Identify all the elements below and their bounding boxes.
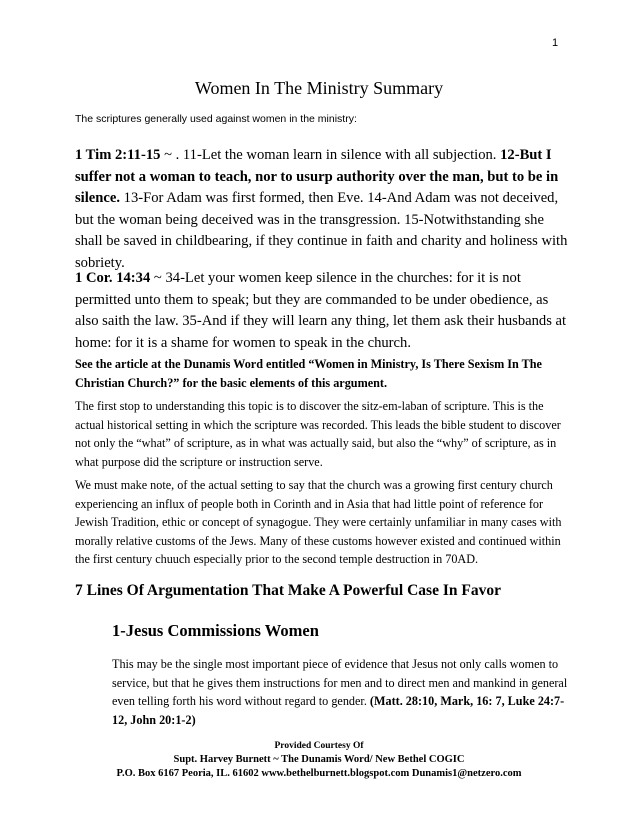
verse-bold-text: 12-But I suffer not a woman to teach, nor to usurp authority over the man, but to be in silence. (75, 147, 559, 206)
section-heading: 7 Lines Of Argumentation That Make A Powerful Case In Favor (75, 582, 501, 599)
intro-text: The scriptures generally used against women in the ministry: (75, 113, 357, 125)
verse-1-cor (75, 268, 570, 354)
verse-separator: ~ . (160, 147, 183, 163)
scripture-references: (Matt. 28:10, Mark, 16: 7, Luke 24:7-12, John 20:1-2) (112, 694, 565, 727)
page-footer (0, 740, 638, 781)
footer-author: Supt. Harvey Burnett ~ The Dunamis Word/ New Bethel COGIC (173, 754, 465, 765)
verse-1-tim (75, 145, 570, 274)
article-note: See the article at the Dunamis Word entitled “Women in Ministry, Is There Sexism In The Christian Church?” for the basic elements of this argument. (75, 357, 542, 390)
verse-reference: 1 Cor. 14:34 (75, 270, 151, 286)
verse-text: 13-For Adam was first formed, then Eve. 14-And Adam was not deceived, but the woman being deceived was in the transgression. 15-Notwithstanding she shall be saved in childbearing, if they continue in faith and charity and holiness with sobriety. (75, 190, 568, 271)
verse-separator: ~ (150, 270, 166, 286)
paragraph-text: This may be the single most important piece of evidence that Jesus not only calls women to service, but that he gives them instructions for men and to direct men and mankind in general even telling forth his word without regard to gender. (112, 657, 568, 709)
verse-reference: 1 Tim 2:11-15 (75, 147, 161, 163)
paragraph: The first stop to understanding this topic is to discover the sitz-em-laban of scripture. This is the actual historical setting in which the scripture was recorded. This leads the bible student to discover not only the “what” of scripture, as in what was actually said, but also the “why” of scripture, as in what purpose did the scripture or instruction serve. (75, 399, 561, 469)
subsection-heading: 1-Jesus Commissions Women (112, 621, 319, 640)
page-title: Women In The Ministry Summary (194, 78, 444, 98)
verse-text: 11-Let the woman learn in silence with all subjection. (182, 147, 501, 163)
subsection-paragraph (112, 655, 572, 729)
footer-contact: P.O. Box 6167 Peoria, IL. 61602 www.bethelburnett.blogspot.com Dunamis1@netzero.com (116, 768, 522, 779)
paragraph: We must make note, of the actual setting to say that the church was a growing first century church experiencing an influx of people both in Corinth and in Asia that had little point of reference for Jewish Tradition, ethic or concept of synagogue. They were certainly unfamiliar in many cases with morally relative customs of the Jews. Many of these customs however existed and continued within the first century chuuch especially prior to the second temple destruction in 70AD. (75, 478, 562, 567)
page-number: 1 (552, 37, 559, 49)
footer-courtesy: Provided Courtesy Of (274, 741, 364, 751)
verse-text: 34-Let your women keep silence in the churches: for it is not permitted unto them to speak; but they are commanded to be under obedience, as also saith the law. 35-And if they will learn any thing, let them ask their husbands at home: for it is a shame for women to speak in the church. (75, 270, 567, 351)
